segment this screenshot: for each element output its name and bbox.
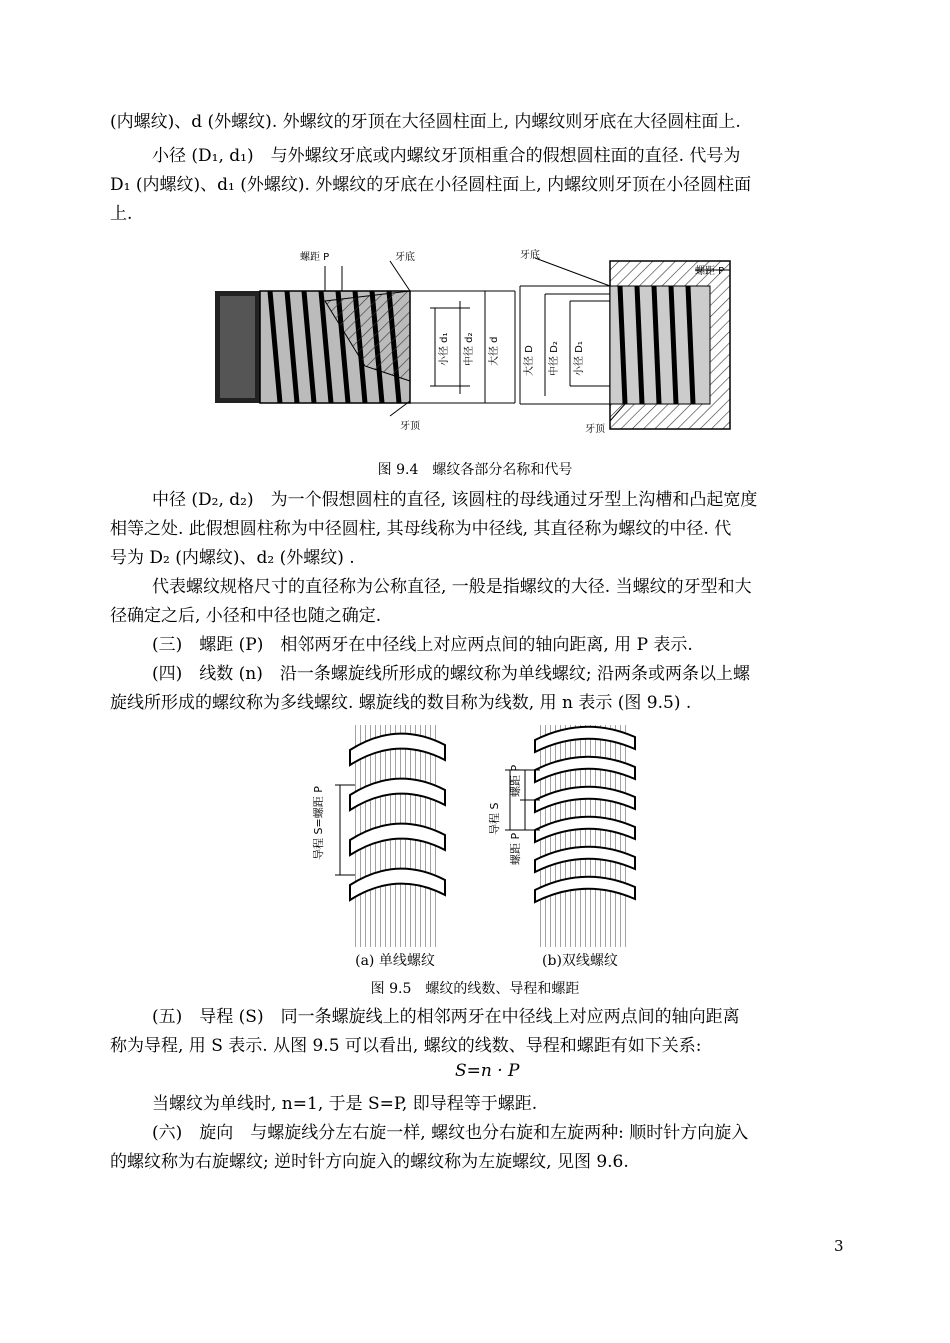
label-d1: 小径 d₁ xyxy=(439,332,450,366)
figure-9-5-sub-b: (b)双线螺纹 xyxy=(542,953,618,969)
figure-9-4-caption: 图 9.4 螺纹各部分名称和代号 xyxy=(377,462,573,478)
text-line-7: 号为 D₂ (内螺纹)、d₂ (外螺纹) . xyxy=(110,548,355,568)
text-line-15: 当螺纹为单线时, n=1, 于是 S=P, 即导程等于螺距. xyxy=(152,1094,538,1114)
text-line-17: 的螺纹称为右旋螺纹; 逆时针方向旋入的螺纹称为左旋螺纹, 见图 9.6. xyxy=(110,1152,629,1172)
text-line-1: (内螺纹)、d (外螺纹). 外螺纹的牙顶在大径圆柱面上, 内螺纹则牙底在大径圆柱面上. xyxy=(110,112,741,132)
label-d2: 中径 d₂ xyxy=(464,332,475,366)
label-pitch-left: 螺距 P xyxy=(300,252,330,263)
label-pitch-right: 螺距 P xyxy=(695,266,725,277)
label-root-right: 牙底 xyxy=(520,250,540,261)
text-line-4: 上. xyxy=(110,204,133,224)
figure-9-5-caption: 图 9.5 螺纹的线数、导程和螺距 xyxy=(370,981,580,997)
figure-9-4-thread-diagram xyxy=(215,246,745,436)
text-line-8: 代表螺纹规格尺寸的直径称为公称直径, 一般是指螺纹的大径. 当螺纹的牙型和大 xyxy=(152,577,752,597)
text-line-11: (四) 线数 (n) 沿一条螺旋线所形成的螺纹称为单线螺纹; 沿两条或两条以上螺 xyxy=(152,664,751,684)
text-line-2: 小径 (D₁, d₁) 与外螺纹牙底或内螺纹牙顶相重合的假想圆柱面的直径. 代号为 xyxy=(152,146,741,166)
equation: S=n · P xyxy=(455,1061,520,1081)
text-line-6: 相等之处. 此假想圆柱称为中径圆柱, 其母线称为中径线, 其直径称为螺纹的中径. 代 xyxy=(110,519,732,539)
label-double-lead: 导程 S xyxy=(488,802,501,835)
label-double-pitch-2: 螺距 P xyxy=(509,832,522,865)
nut-threads xyxy=(610,286,710,404)
text-line-12: 旋线所形成的螺纹称为多线螺纹. 螺旋线的数目称为线数, 用 n 表示 (图 9.5) . xyxy=(110,693,692,713)
label-D1: 小径 D₁ xyxy=(574,341,585,376)
label-root-left: 牙底 xyxy=(395,252,415,263)
double-thread-screw xyxy=(505,725,635,947)
label-crest-right: 牙顶 xyxy=(585,424,605,435)
text-line-3: D₁ (内螺纹)、d₁ (外螺纹). 外螺纹的牙底在小径圆柱面上, 内螺纹则牙顶在小径圆柱面 xyxy=(110,175,752,195)
single-thread-screw xyxy=(335,725,445,947)
figure-9-5-sub-a: (a) 单线螺纹 xyxy=(355,953,435,969)
text-line-16: (六) 旋向 与螺旋线分左右旋一样, 螺纹也分右旋和左旋两种: 顺时针方向旋入 xyxy=(152,1123,749,1143)
bolt-threads xyxy=(260,291,410,403)
text-line-5: 中径 (D₂, d₂) 为一个假想圆柱的直径, 该圆柱的母线通过牙型上沟槽和凸起宽度 xyxy=(152,490,758,510)
figure-9-5-helix-diagram xyxy=(300,725,660,947)
label-D: 大径 D xyxy=(524,345,535,376)
label-single-lead-pitch: 导程 S=螺距 P xyxy=(312,786,325,860)
label-D2: 中径 D₂ xyxy=(549,341,560,376)
text-line-9: 径确定之后, 小径和中径也随之确定. xyxy=(110,606,382,626)
label-double-pitch-1: 螺距 P xyxy=(509,764,522,797)
label-d: 大径 d xyxy=(489,336,500,366)
text-line-13: (五) 导程 (S) 同一条螺旋线上的相邻两牙在中径线上对应两点间的轴向距离 xyxy=(152,1007,740,1027)
text-line-14: 称为导程, 用 S 表示. 从图 9.5 可以看出, 螺纹的线数、导程和螺距有如下关系: xyxy=(110,1036,702,1056)
label-crest-left: 牙顶 xyxy=(400,421,420,432)
page-number: 3 xyxy=(834,1237,844,1255)
text-line-10: (三) 螺距 (P) 相邻两牙在中径线上对应两点间的轴向距离, 用 P 表示. xyxy=(152,635,693,655)
